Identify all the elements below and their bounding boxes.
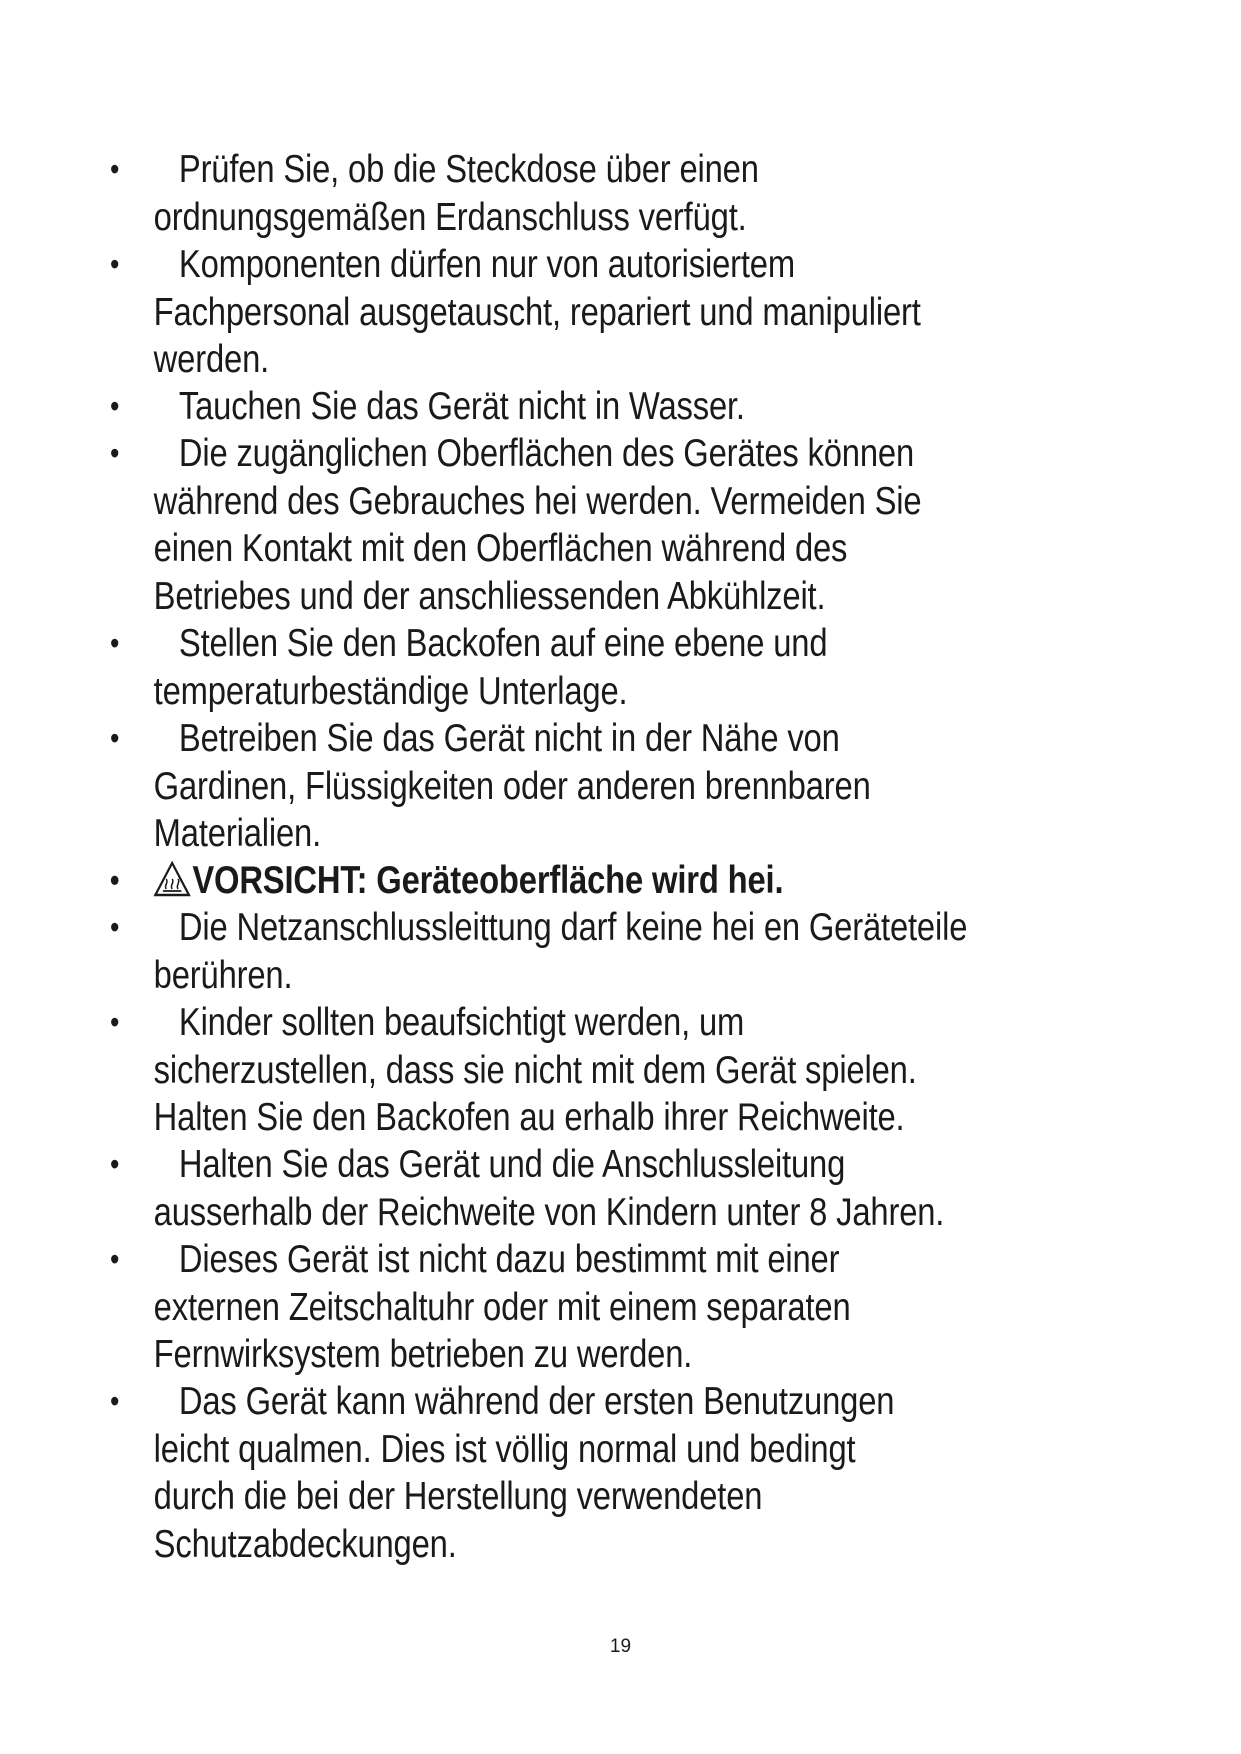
item-text-first-line: Dieses Gerät ist nicht dazu bestimmt mit einer (178, 1238, 840, 1281)
item-text: Gardinen, Flüssigkeiten oder anderen brennbaren Materialien. (153, 764, 871, 855)
item-text: sicherzustellen, dass sie nicht mit dem Gerät spielen. Halten Sie den Backofen au erhalb ihrer Reichweite. (153, 1048, 917, 1139)
list-item (110, 999, 1162, 1141)
list-item (110, 620, 1162, 715)
list-item-warning (110, 857, 1162, 904)
item-text-first-line: Prüfen Sie, ob die Steckdose über einen (178, 148, 759, 191)
bullet: • (110, 625, 120, 661)
bullet: • (110, 909, 120, 945)
item-text: berühren. (153, 953, 293, 997)
item-text-first-line: Halten Sie das Gerät und die Anschlussleitung (178, 1143, 846, 1186)
item-text: externen Zeitschaltuhr oder mit einem separaten Fernwirksystem betrieben zu werden. (153, 1285, 851, 1376)
hot-surface-warning-icon (154, 861, 191, 897)
item-text: leicht qualmen. Dies ist völlig normal und bedingt durch die bei der Herstellung verwendeten Schutzabdeckungen. (153, 1427, 856, 1566)
bullet: • (110, 1383, 120, 1419)
bullet: • (110, 388, 120, 424)
safety-instructions-list (110, 146, 1150, 1568)
bullet: • (110, 1241, 120, 1277)
item-text: ordnungsgemäßen Erdanschluss verfügt. (153, 195, 747, 239)
item-text-first-line: Stellen Sie den Backofen auf eine ebene und (178, 622, 828, 665)
item-text: ausserhalb der Reichweite von Kindern unter 8 Jahren. (153, 1190, 945, 1234)
bullet: • (110, 435, 120, 471)
item-text-first-line: Kinder sollten beaufsichtigt werden, um (178, 1001, 745, 1044)
item-text-first-line: Die zugänglichen Oberflächen des Gerätes können (178, 432, 915, 475)
list-item (110, 715, 1162, 857)
item-text: Fachpersonal ausgetauscht, repariert und manipuliert werden. (153, 290, 921, 381)
item-text: während des Gebrauches hei werden. Vermeiden Sie einen Kontakt mit den Oberflächen während des Betriebes und der anschliessenden Abkühlzeit. (153, 479, 922, 618)
warning-text: VORSICHT: Geräteoberfläche wird hei. (192, 859, 784, 902)
list-item (110, 1141, 1162, 1236)
list-item (110, 904, 1162, 999)
item-text-first-line: Komponenten dürfen nur von autorisiertem (178, 243, 795, 286)
list-item (110, 430, 1162, 620)
list-item (110, 383, 1162, 430)
list-item (110, 1236, 1162, 1378)
list-item (110, 1378, 1162, 1568)
item-text-first-line: Die Netzanschlussleittung darf keine hei en Geräteteile (178, 906, 968, 949)
bullet: • (110, 862, 120, 898)
bullet: • (110, 246, 120, 282)
item-text-first-line: Tauchen Sie das Gerät nicht in Wasser. (178, 385, 745, 428)
bullet: • (110, 1146, 120, 1182)
list-item (110, 241, 1162, 383)
item-text-first-line: Betreiben Sie das Gerät nicht in der Nähe von (178, 717, 840, 760)
bullet: • (110, 720, 120, 756)
page-number: 19 (609, 1636, 632, 1657)
item-text-first-line: Das Gerät kann während der ersten Benutzungen (178, 1380, 895, 1423)
list-item (110, 146, 1162, 241)
bullet: • (110, 1004, 120, 1040)
item-text: temperaturbeständige Unterlage. (153, 669, 628, 713)
bullet: • (110, 151, 120, 187)
